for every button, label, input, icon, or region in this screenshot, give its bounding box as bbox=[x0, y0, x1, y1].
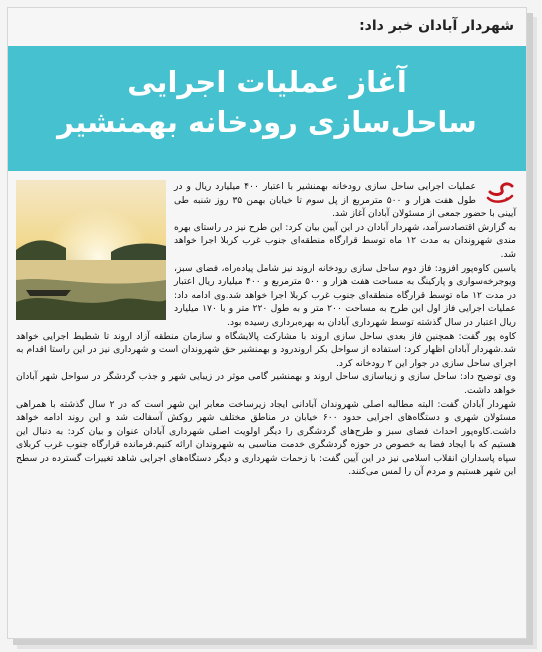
river-sunset-photo bbox=[16, 180, 166, 320]
paragraph-3: یاسین کاوه‌پور افزود: فاز دوم ساحل سازی رودخانه اروند نیز شامل پیاده‌راه، فضای سبز، ویوجرخه‌سواری و پارکینگ به مساحت هفت هزار و ۵۰۰ مترمربع و ۴۰۰ میلیارد ریال اعتبار در مدت ۱۲ ماه توسط قرارگاه منطقه‌ای جنوب غرب کربلا اجرا خواهد شد.وی ادامه داد: عملیات اجرایی فاز اول این طرح به مساحت ۲۰۰ متر و به طول ۲۲۰ متر و با ۱۷۰ میلیارد ریال اعتبار در سال گذشته توسط شهرداری آبادان به بهره‌برداری رسیده بود. bbox=[174, 262, 516, 328]
paragraph-6: شهردار آبادان گفت: البته مطالبه اصلی شهروندان آبادانی ایجاد زیرساخت معابر این شهر است که در ۲ سال گذشته با همراهی مسئولان شهری و دستگاه‌های اجرایی حدود ۶۰۰ خیابان در مناطق مختلف شهر روکش آسفالت شد و این روند ادامه خواهد داشت.کاوه‌پور احداث فضای سبز و طرح‌های گردشگری را دیگر اولویت اصلی شهرداری آبادان عنوان و بیان کرد: به دنبال این هستیم که با ایجاد فضا به خصوص در حوزه گردشگری خدمت مناسبی به شهروندان ارائه کنیم.فرمانده قرارگاه جنوب غرب کربلای سپاه پاسداران انقلاب اسلامی نیز در این آیین گفت: با زحمات شهرداری و دیگر دستگاه‌های اجرایی شاهد تغییرات گسترده در سطح این شهر هستیم و مردم آن را لمس می‌کنند. bbox=[16, 398, 516, 478]
news-card bbox=[7, 7, 527, 639]
kicker: شهردار آبادان خبر داد: bbox=[359, 18, 514, 34]
paragraph-4: کاوه پور گفت: همچنین فاز بعدی ساحل سازی اروند با مشارکت پالایشگاه و سازمان منطقه آزاد اروند تا شطیط اجرایی خواهد شد.شهردار آبادان اظهار کرد: استفاده از سواحل بکر اروندرود و بهمنشیر حق شهروندان است و شهرداری نیز در این راستا اقدام به اجرای ساحل سازی در جوار این ۲ رودخانه کرد. bbox=[16, 330, 516, 369]
paragraph-5: وی توضیح داد: ساحل سازی و زیباسازی ساحل اروند و بهمنشیر گامی موثر در زیبایی شهر و جذب گردشگر در سواحل شهر آبادان خواهد داشت. bbox=[16, 371, 516, 396]
paragraph-1: عملیات اجرایی ساحل سازی رودخانه بهمنشیر با اعتبار ۴۰۰ میلیارد ریال و در طول هفت هزار و ۵۰۰ مترمربع از پل سوم تا خیابان بهمن ۳۵ روز شنبه طی آیینی با حضور جمعی از مسئولان آبادان آغاز شد. bbox=[174, 181, 516, 220]
paragraph-2: به گزارش اقتصادسرآمد، شهردار آبادان در این آیین بیان کرد: این طرح نیز در راستای بهره مندی شهروندان به مدت ۱۲ ماه توسط قرارگاه منطقه‌ای جنوب غرب کربلا اجرا خواهد شد. bbox=[174, 221, 516, 260]
article-body bbox=[16, 180, 516, 479]
headline-line-2: ساحل‌سازی رودخانه بهمنشیر bbox=[57, 105, 477, 139]
headline-line-1: آغاز عملیات اجرایی bbox=[127, 65, 407, 99]
sarmad-logo-icon bbox=[482, 180, 516, 206]
headline-box bbox=[8, 46, 526, 171]
